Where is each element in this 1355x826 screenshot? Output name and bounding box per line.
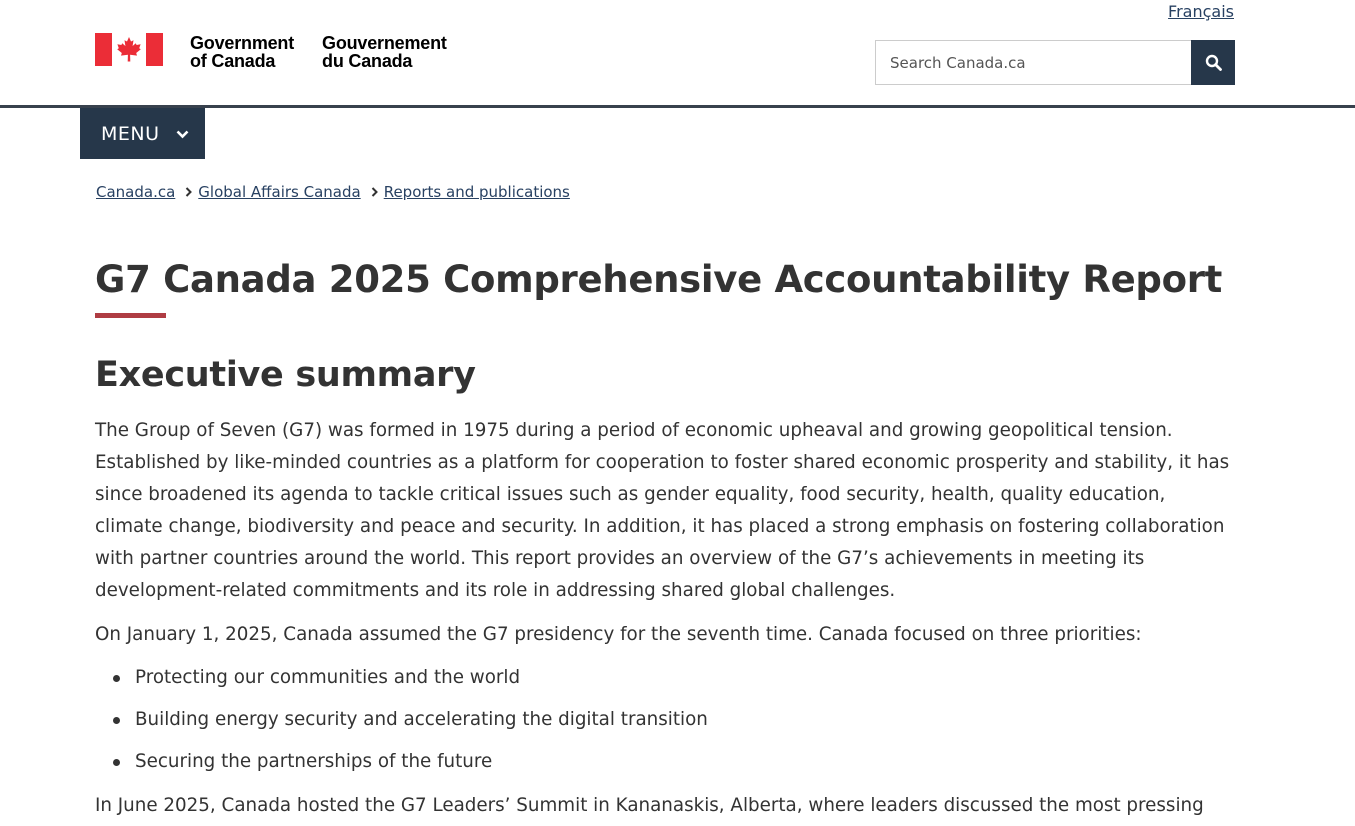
- site-search: [875, 40, 1235, 85]
- priorities-list: [95, 662, 708, 788]
- chevron-right-icon: [371, 187, 378, 197]
- search-icon: [1205, 54, 1222, 71]
- breadcrumb-link-canada[interactable]: Canada.ca: [96, 183, 176, 201]
- summary-paragraph-3: In June 2025, Canada hosted the G7 Leaders’ Summit in Kananaskis, Alberta, where leaders discussed the most pressing: [95, 795, 1204, 816]
- list-item: Protecting our communities and the world: [95, 662, 708, 704]
- breadcrumb: [96, 183, 570, 201]
- section-heading-executive-summary: Executive summary: [95, 355, 476, 395]
- summary-paragraph-2: On January 1, 2025, Canada assumed the G7 presidency for the seventh time. Canada focused on three priorities:: [95, 624, 1142, 645]
- chevron-down-icon: [176, 130, 189, 139]
- government-signature[interactable]: [95, 33, 447, 70]
- title-accent-bar: [95, 313, 166, 318]
- list-item: Building energy security and accelerating the digital transition: [95, 704, 708, 746]
- menu-label: MENU: [101, 122, 160, 145]
- site-header: [0, 0, 1355, 108]
- main-menu-button[interactable]: [80, 108, 205, 159]
- wordmark-french: Gouvernement du Canada: [322, 33, 447, 71]
- search-input[interactable]: [875, 40, 1191, 85]
- list-item: Securing the partnerships of the future: [95, 746, 708, 788]
- breadcrumb-link-global-affairs[interactable]: Global Affairs Canada: [198, 183, 361, 201]
- canada-flag-icon: [95, 33, 163, 66]
- page-title: G7 Canada 2025 Comprehensive Accountability Report: [95, 258, 1223, 301]
- language-toggle-link[interactable]: Français: [1168, 2, 1234, 21]
- breadcrumb-link-reports[interactable]: Reports and publications: [383, 183, 570, 201]
- chevron-right-icon: [185, 187, 192, 197]
- search-button[interactable]: [1191, 40, 1235, 85]
- wordmark-english: Government of Canada: [190, 33, 295, 71]
- summary-paragraph-1: The Group of Seven (G7) was formed in 1975 during a period of economic upheaval and growing geopolitical tension. Established by like-minded countries as a platform for cooperation to foster shared economic prosperity and stability, it has since broadened its agenda to tackle critical issues such as gender equality, food security, health, quality education, climate change, biodiversity and peace and security. In addition, it has placed a strong emphasis on fostering collaboration with partner countries around the world. This report provides an overview of the G7’s achievements in meeting its development-related commitments and its role in addressing shared global challenges.: [95, 420, 1230, 601]
